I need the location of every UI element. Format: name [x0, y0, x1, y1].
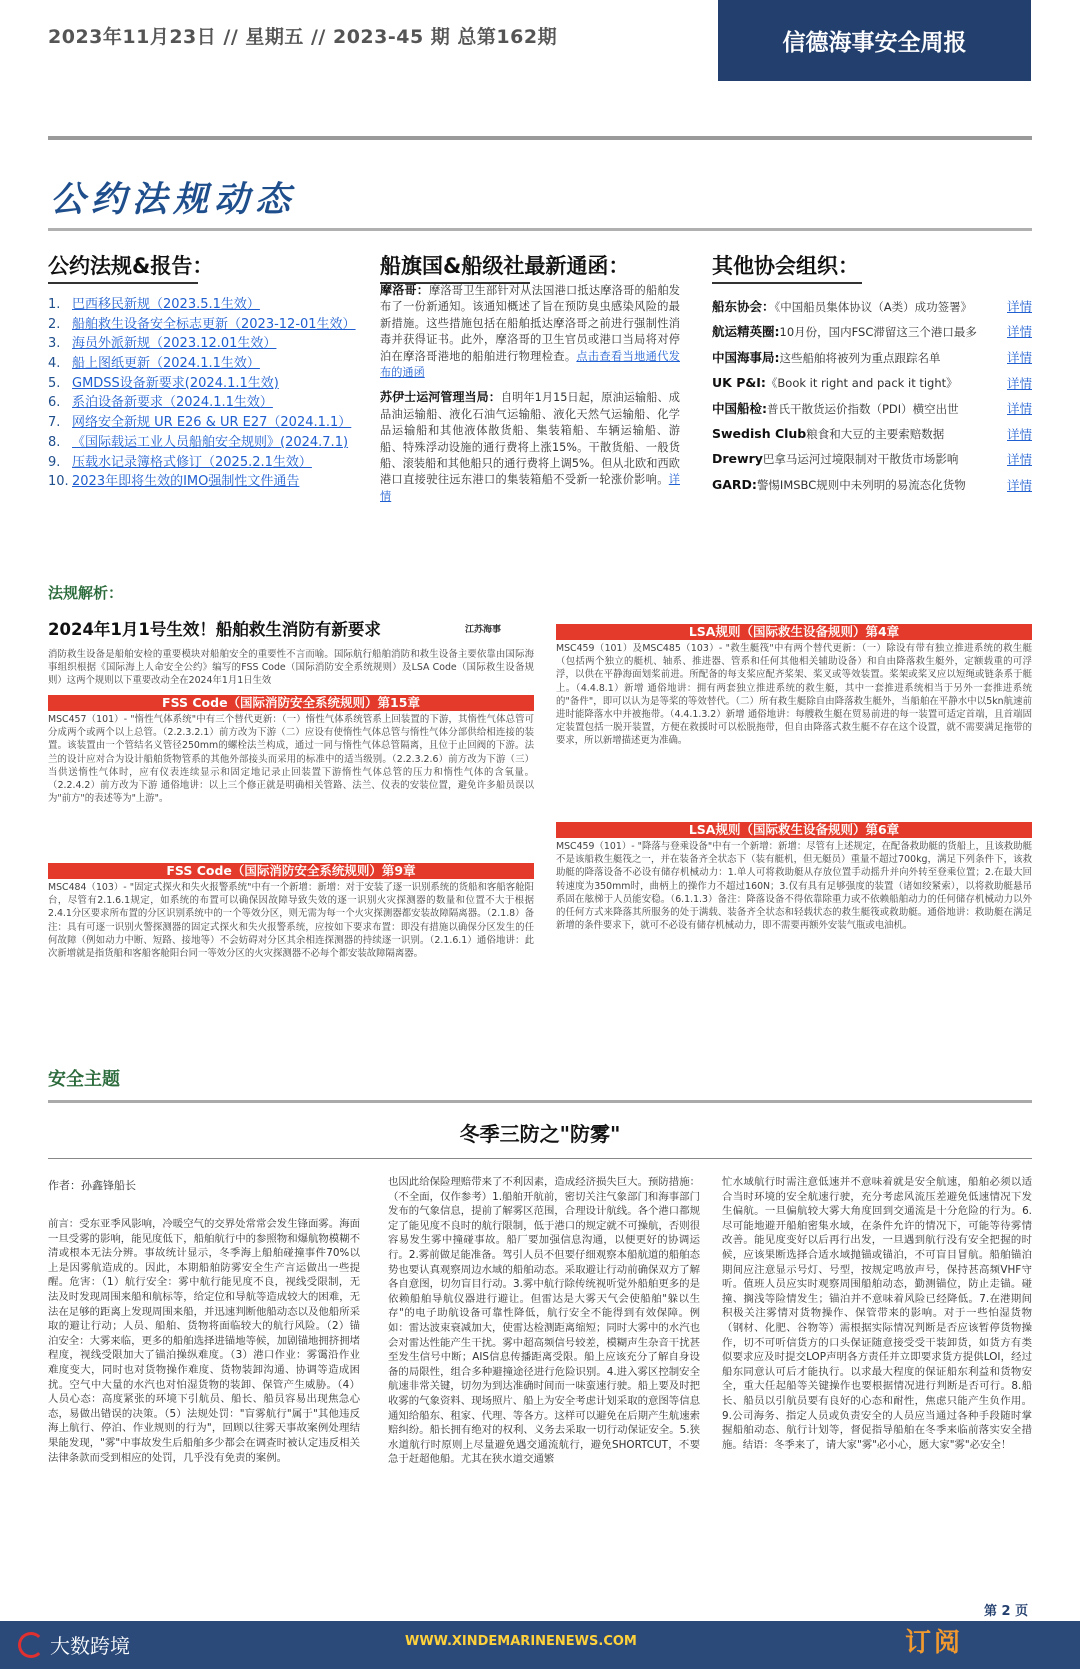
detail-link[interactable]: 详情	[1006, 452, 1032, 468]
regulation-link[interactable]: 海员外派新规（2023.12.01生效）	[72, 336, 277, 352]
regulation-link[interactable]: 《国际载运工业人员船舶安全规则》(2024.7.1)	[72, 434, 349, 450]
safety-column-2: 也因此给保险理赔带来了不利因素，造成经济损失巨大。预防措施：（不全面，仅作参考）1.船舶开航前，密切关注气象部门和海事部门发布的气象信息，提前了解雾区范围，合理设计航线。各个港口都规定了能见度不良时的航行限制，低于港口的规定就不可操航，否则很容易发生雾中撞碰事故。船厂要加强信息沟通，以便更好的协调运行。2.雾前做足能准备。驾引人员不但要仔细观察本船航道的船舶态势也要认真观察周边水域的船舶动态。采取避让行动前确保双方了解各自意图，切勿盲目行动。3.雾中航行除传统视听觉外船舶更多的是依赖船舶导航仪器进行避让。但雷达是大雾天气会使船舶"躲以生存"的电子助航设备可靠性降低，航行安全不能得到有效保障。例如：雷达波束衰减加大，使雷达检测距离缩短；同时大雾中的水汽也会对雷达性能产生干扰。雾中超高频信号较差，模糊声生杂音干扰甚至发生信号中断；AIS信息传播距离受限。船上应该充分了解自身设备的局限性，组合多种避撞途径进行危险识别。4.进入雾区控制安全航速非常关键，切勿为到达准确时间而一味蛮速行驶。船上要及时把收雾的气象资料、现场照片、船上为安全考虑计划采取的意图等信息通知给船东、租家、代理、等各方。这样可以避免在后期产生航速索赔纠纷。船长拥有绝对的权利、义务去采取一切行动保证安全。5.狭水道航行时原则上尽量避免遇交通流航行，避免SHORTCUT，不要急于赶超他船。尤其在狭水道交通繁	[388, 1176, 700, 1466]
safety-heading: 安全主题	[48, 1069, 120, 1090]
detail-link[interactable]: 详情	[1006, 298, 1032, 314]
safety-divider	[48, 1100, 1032, 1103]
detail-link[interactable]: 详情	[1006, 375, 1032, 391]
detail-link[interactable]: 详情	[1006, 477, 1032, 493]
list-item[interactable]: 2. 船舶救生设备安全标志更新（2023-12-01生效）	[48, 315, 378, 335]
col2-heading: 船旗国&船级社最新通函：	[380, 250, 629, 284]
author: 作者：孙鑫锋船长	[48, 1179, 136, 1192]
morocco-paragraph: 摩洛哥：摩洛哥卫生部针对从法国港口抵达摩洛哥的船舶发布了一份新通知。该通知概述了旨在预防臭虫感染风险的最新措施。这些措施包括在船舶抵达摩洛哥之前进行强制性消毒并获得证书。此外，摩洛哥的卫生官员或港口当局将对停泊在摩洛哥港地的船舶进行物理检查。点击查看当地通代发布的通函	[380, 283, 680, 380]
flag-state-news	[380, 282, 680, 505]
regulation-link[interactable]: 2023年即将生效的IMO强制性文件通告	[72, 474, 300, 490]
list-item[interactable]: 5. GMDSS设备新要求(2024.1.1生效)	[48, 374, 378, 394]
regulation-link[interactable]: 船舶救生设备安全标志更新（2023-12-01生效）	[72, 316, 356, 332]
fss15-text: MSC457（101）- "惰性气体系统"中有三个替代更新：（一）惰性气体系统管系上回装置的下游，其惰性气体总管可分成两个或两个以上总管。（2.2.3.2.1）前方改为下游（二）应设有使惰性气体总管与惰性气体分部供给相连接的装置。该装置由一个管结名义管径250mm的螺栓法兰构成，通过一同与惰性气体总管隔离，且位于止回阀的下游。法兰的设计应对合为设计船舶货物管系的其他外部接头而采用的标准中的适当级别。（2.2.3.2.6）前方改为下游（三）当供送惰性气体时，应有仪表连续显示和固定地记录止回装置下游惰性气体总管的压力和惰性气体的含氧量。（2.2.4.2）前方改为下游 通俗地讲：以上三个修正就是明确相关管路、法兰、仪表的安装位置，避免许多船员误以为"前方"的表述等为"上游"。	[48, 714, 534, 805]
list-item[interactable]: 7. 网络安全新规 UR E26 & UR E27（2024.1.1）	[48, 413, 378, 433]
morocco-circular-link[interactable]: 点击查看当地通代发布的通函	[380, 349, 680, 380]
section-title: 公约法规动态	[50, 180, 297, 220]
lsa6-bar: LSA规则（国际救生设备规则）第6章	[556, 822, 1032, 838]
suez-paragraph: 苏伊士运河管理当局：自明年1月15日起，原油运输船、成品油运输船、液化石油气运输船、液化天然气运输船、化学品运输船和其他液体散货船、集装箱船、车辆运输船、游船、特殊浮动设施的通行费将上涨15%。干散货船、一般货船、滚装船和其他船只的通行费将上调5%。但从北欧和西欧港口直接驶往远东港口的集装箱船不受新一轮涨价影响。详情	[380, 390, 680, 503]
list-item[interactable]: 8. 《国际载运工业人员船舶安全规则》(2024.7.1)	[48, 433, 378, 453]
regulation-link[interactable]: 网络安全新规 UR E26 & UR E27（2024.1.1）	[72, 415, 352, 431]
fss15-bar: FSS Code（国际消防安全系统规则）第15章	[48, 695, 534, 711]
lsa6-text: MSC459（101）- "降落与登乘设备"中有一个新增：新增：尽管有上述规定，在配备救助艇的货船上，且该救助艇不是该船救生艇筏之一，并在装备齐全状态下（装有艇机，但无艇员）重量不超过700kg，满足下列条件下，该救助艇的降落设备不必设有储存机械动力：1.单人可将救助艇从存放位置手动摇升并向外转至登乘位置；2.在最大回转速度为350mm时，曲柄上的操作力不超过160N；3.仅有具有足够强度的装置（诸如绞紧索），以将救助艇悬吊系固在舷梯于人员能安稳。（6.1.1.3）备注：降落设备不得依靠除重力或不依赖船舶动力的任何储存机械动力以外的任何方式来降落其所服务的处于满载、装备齐全状态和轻载状态的救生艇筏或救助艇。通俗地讲：救助艇在满足新增的条件要求下，就可不必设有储存机械动力，即不需要再额外安装气瓶或电油机。	[556, 841, 1032, 932]
detail-link[interactable]: 详情	[1006, 324, 1032, 340]
detail-link[interactable]: 详情	[1006, 401, 1032, 417]
col1-heading: 公约法规&报告：	[48, 250, 213, 284]
fss9-text: MSC484（103）- "固定式探火和失火报警系统"中有一个新增：新增：对于安装了逐一识别系统的货船和客船客舱阳台，尽管有2.1.6.1规定，如系统的布置可以确保因故障导致失效的逐一识别火灾探测器的数量和位置不大于根据2.4.1分区要求所布置的分区识别系统中的一个等效分区，则无需为每一个火灾探测器都安装故障隔离器。（2.1.8）备注：具有可逐一识别火警探测器的固定式探火和失火报警系统，应按如下要求布置：即没有措施以确保分区发生的任何故障（例如动力中断、短路、接地等）不会妨碍对分区其余相连探测器的持续逐一识别。（2.1.6.1）通俗地讲：此次新增就是指货船和客船客舱阳台同一等效分区的火灾探测器不必每个都安装故障隔离器。	[48, 882, 534, 960]
safety-title-divider	[48, 1158, 1032, 1159]
list-item: GARD:警惕IMSBC规则中未列明的易流态化货物 详情	[712, 476, 1032, 493]
list-item: Drewry巴拿马运河过境限制对干散货市场影响 详情	[712, 451, 1032, 468]
list-item[interactable]: 1. 巴西移民新规（2023.5.1生效）	[48, 295, 378, 315]
lsa4-bar: LSA规则（国际救生设备规则）第4章	[556, 624, 1032, 640]
analysis-intro: 消防救生设备是船舶安检的重要模块对船舶安全的重要性不言而喻。国际航行船舶消防和救生设备主要依靠由国际海事组织根据《国际海上人命安全公约》编写的FSS Code（国际消防安全系统规则）及LSA Code（国际救生设备规则）这两个规则以下重要改动全在2024年1月1日生效	[48, 649, 534, 687]
website-link[interactable]: WWW.XINDEMARINENEWS.COM	[405, 1634, 637, 1649]
fss9-bar: FSS Code（国际消防安全系统规则）第9章	[48, 863, 534, 879]
regulation-link[interactable]: 巴西移民新规（2023.5.1生效）	[72, 297, 260, 312]
list-item[interactable]: 10. 2023年即将生效的IMO强制性文件通告	[48, 472, 378, 492]
list-item[interactable]: 3. 海员外派新规（2023.12.01生效）	[48, 334, 378, 354]
col3-heading: 其他协会组织：	[712, 250, 862, 284]
brand-logo-icon	[18, 1632, 44, 1658]
analysis-heading: 法规解析：	[48, 584, 124, 602]
list-item[interactable]: 6. 系泊设备新要求（2024.1.1生效）	[48, 393, 378, 413]
analysis-source: 江苏海事	[465, 625, 502, 635]
list-item[interactable]: 9. 压载水记录簿格式修订（2025.2.1生效）	[48, 453, 378, 473]
lsa4-text: MSC459（101）及MSC485（103）- "救生艇筏"中有两个替代更新：（一）除设有带有独立推进系统的救生艇（包括两个独立的艇机、轴系、推进器、管系和任何其他相关辅助设备）和自由降落救生艇外，定额载重的可浮浮，以供在平静海面划桨前进。所配备的每支桨应配齐桨架、桨叉或等效装置。桨架或桨叉应以短绳或链条系于艇上。（4.4.8.1）新增 通俗地讲：拥有两套独立推进系统的救生艇，其中一套推进系统相当于另外一套推进系统的"备件"，即可以认为是等桨的等效替代。（二）所有救生艇除自由降落救生艇外，当船舶在平静水中以5kn航速前进时能降落水中并被拖带。（4.4.1.3.2）新增 通俗地讲：每艘救生艇在贸易前进的每一装置可适定首端，且首端固定装置包括一脱开装置，方便在救援时可以松脱拖带，但自由降落式救生艇不存在这个设置，就不需要满足拖带的要求，所以新增描述更为准确。	[556, 643, 1032, 747]
regulation-list	[48, 295, 378, 492]
list-item: 航运精英圈:10月份，国内FSC滞留这三个港口最多 详情	[712, 324, 1032, 340]
newsletter-brand: 信德海事安全周报	[718, 0, 1031, 81]
list-item[interactable]: 4. 船上图纸更新（2024.1.1生效）	[48, 354, 378, 374]
page-number: 第 2 页	[984, 1604, 1029, 1619]
safety-column-3: 忙水域航行时需注意低速并不意味着就是安全航速，船舶必须以适合当时环境的安全航速行驶，充分考虑风流压差避免低速情况下发生偏航。一旦偏航较大雾大角度回到交通流是十分危险的行为。6.尽可能地避开船舶密集水域，在条件允许的情况下，可能等待雾情改善。能见度变好以后再行出发，一旦遇到航行没有安全把握的时候，应该果断选择合适水域抛锚或锚泊，不可盲目冒航。船舶锚泊期间应注意显示号灯、号型，按规定鸣放声号，保持甚高频VHF守听。值班人员应实时观察周围船舶动态，勤测锚位，防止走锚。碰撞、搁浅等险情发生；锚泊并不意味着风险已经降低。7.在港期间积极关注雾情对货物操作、保管带来的影响。对于一些怕湿货物（钢材、化肥、谷物等）需根据实际情况判断是否应该暂停货物操作，切不可听信货方的口头保证随意接受受干装卸货，如货方有类似要求应及时提交LOP声明各方责任并立即要求货方提供LOI，经过船东同意认可后才能执行。以求最大程度的保证船东利益和货物安全，重大任起船等关键操作也要根据情况进行判断是否可行。8.船长、船员以引航员要有良好的心态和耐性，焦虑只能产生负作用。9.公司海务、指定人员或负责安全的人员应当通过各种手段随时掌握船舶动态、航行计划等，督促指导船舶在冬季来临前落实安全措施。结语：冬季来了，请大家"雾"必小心，愿大家"雾"必安全！	[722, 1176, 1032, 1451]
association-list	[712, 293, 1032, 498]
regulation-link[interactable]: 船上图纸更新（2024.1.1生效）	[72, 356, 260, 372]
safety-column-1: 前言：受东亚季风影响，冷暖空气的交界处常常会发生锋面雾。海面一旦受雾的影响，能见度低下，船舶航行中的参照物和爆航物模糊不清或根本无法分辨。事故统计显示，冬季海上船舶碰撞事件70%以上是因雾航造成的。因此，本期船舶防雾安全生产言运做出一些提醒。危害：（1）航行安全：雾中航行能见度不良，视线受限制，无法及时发现周围来船和航标等，给定位和导航等造成较大的困难，无法在足够的距离上发现周围来船，并迅速判断他船动态以及他船所采取的避让行动；人员、船舶、货物将面临较大的航行风险。（2）锚泊安全：大雾来临，更多的船舶选择进锚地等候，加剧锚地拥挤拥堵程度，视线受限加大了锚泊操纵难度。（3）港口作业：雾霭沿作业难度变大，同时也对货物操作难度、货物装卸沟通、协调等造成困扰。空气中大量的水汽也对怕湿货物的装卸、保管产生威胁。（4）人员心态：高度紧张的环境下引航员、船长、船员容易出现焦急心态，易做出错误的决策。（5）法规处罚："盲雾航行"属于"其他违反海上航行、停泊、作业规则的行为"，回顾以往雾天事故案例处理结果能发现，"雾"中事故发生后船舶多少都会在调查时被认定违反相关法律条款而受到相应的处罚，几乎没有免责的案例。	[48, 1218, 360, 1464]
suez-detail-link[interactable]: 详情	[380, 473, 680, 503]
list-item: UK P&I:《Book it right and pack it tight》 详情	[712, 374, 1032, 391]
regulation-link[interactable]: GMDSS设备新要求(2024.1.1生效)	[72, 375, 279, 391]
safety-title: 冬季三防之"防雾"	[459, 1122, 621, 1146]
list-item: 中国船检:普氏干散货运价指数（PDI）横空出世 详情	[712, 401, 1032, 417]
detail-link[interactable]: 详情	[1006, 426, 1032, 442]
regulation-link[interactable]: 系泊设备新要求（2024.1.1生效）	[72, 395, 273, 411]
detail-link[interactable]: 详情	[1006, 349, 1032, 365]
list-item: 船东协会：《中国船员集体协议（A类）成功签署》 详情	[712, 298, 1032, 314]
analysis-title: 2024年1月1号生效！船舶救生消防有新要求	[48, 620, 381, 639]
footer-logo: 大数跨境	[18, 1630, 130, 1659]
regulation-link[interactable]: 压载水记录簿格式修订（2025.2.1生效）	[72, 454, 312, 470]
dateline: 2023年11月23日 // 星期五 // 2023-45 期 总第162期	[48, 26, 558, 48]
list-item: Swedish Club粮食和大豆的主要索赔数据 详情	[712, 425, 1032, 442]
subscribe-button[interactable]: 订阅	[905, 1628, 964, 1658]
list-item: 中国海事局:这些船舶将被列为重点跟踪名单 详情	[712, 349, 1032, 365]
section-divider	[48, 228, 1032, 231]
header-divider	[48, 136, 1032, 140]
